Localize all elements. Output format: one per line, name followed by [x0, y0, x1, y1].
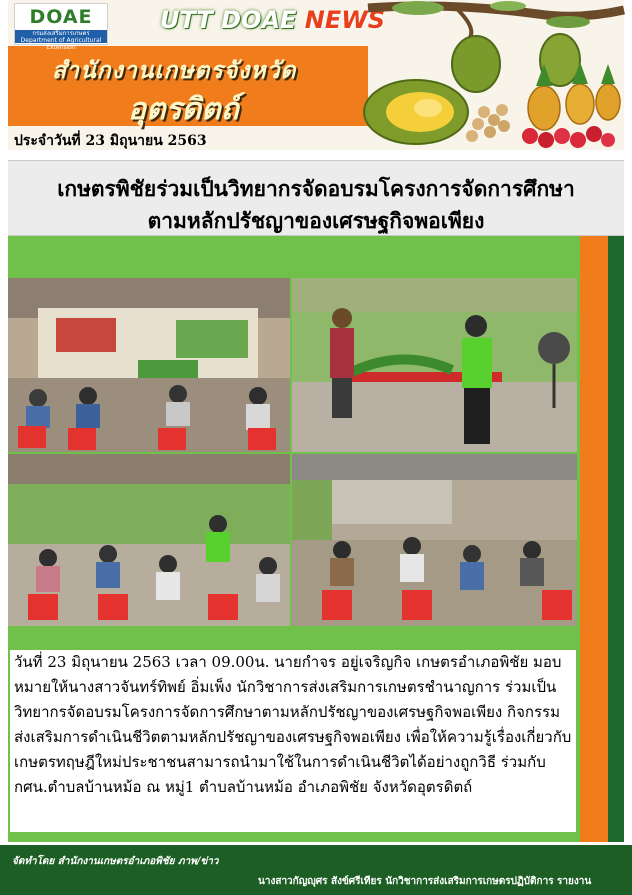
office-name: สำนักงานเกษตรจังหวัด [52, 57, 297, 84]
doae-logo [14, 3, 108, 51]
footer-reporter: นางสาวกัญญุศร สังข์ศรีเทียร นักวิชาการส่งเสริมการเกษตรปฏิบัติการ รายงาน [258, 876, 592, 887]
brand-news: NEWS [304, 6, 386, 34]
side-green-strip [608, 236, 624, 842]
footer-credit: จัดทำโดย สำนักงานเกษตรอำเภอพิชัย ภาพ/ข่าว [12, 856, 219, 867]
newsletter-header [8, 0, 624, 150]
photo-training-hall [8, 278, 290, 452]
photo-audience [292, 454, 577, 626]
headline-box [8, 160, 624, 236]
fruit-illustration [308, 0, 624, 150]
photo-outdoor-group [8, 454, 290, 626]
issue-date: ประจำวันที่ 23 มิถุนายน 2563 [14, 133, 207, 149]
headline-line-1: เกษตรพิชัยร่วมเป็นวิทยากรจัดอบรมโครงการจัดการศึกษา [57, 176, 575, 201]
article-paragraph: วันที่ 23 มิถุนายน 2563 เวลา 09.00น. นายกำจร อยู่เจริญกิจ เกษตรอำเภอพิชัย มอบหมายให้นางสาวจันทร์ทิพย์ อิ่มเพ็ง นักวิชาการส่งเสริมการเกษตรชำนาญการ ร่วมเป็นวิทยากรจัดอบรมโครงการจัดการศึกษาตามหลักปรัชญาของเศรษฐกิจพอเพียง กิจกรรมส่งเสริมการดำเนินชีวิตตามหลักปรัชญาของเศรษฐกิจพอเพียง เพื่อให้ความรู้เรื่องเกี่ยวกับเกษตรทฤษฎีใหม่ประชาชนสามารถนำมาใช้ในการดำเนินชีวิตได้อย่างถูกวิธี ร่วมกับ กศน.ตำบลบ้านหม้อ ณ หมู่1 ตำบลบ้านหม้อ อำเภอพิชัย จังหวัดอุตรดิตถ์ [14, 653, 572, 796]
newsletter-footer [0, 845, 632, 895]
photo-collage [8, 278, 577, 626]
headline-line-2: ตามหลักปรัชญาของเศรษฐกิจพอเพียง [147, 208, 485, 233]
side-orange-strip [580, 236, 608, 842]
logo-subtext: กรมส่งเสริมการเกษตร Department of Agricultural Extension [15, 30, 107, 43]
logo-text: DOAE [29, 6, 93, 28]
article-body [10, 650, 576, 832]
photo-speaker [292, 278, 577, 452]
brand-name: UTT DOAE [160, 6, 297, 34]
province-name: อุตรดิตถ์ [128, 92, 239, 127]
